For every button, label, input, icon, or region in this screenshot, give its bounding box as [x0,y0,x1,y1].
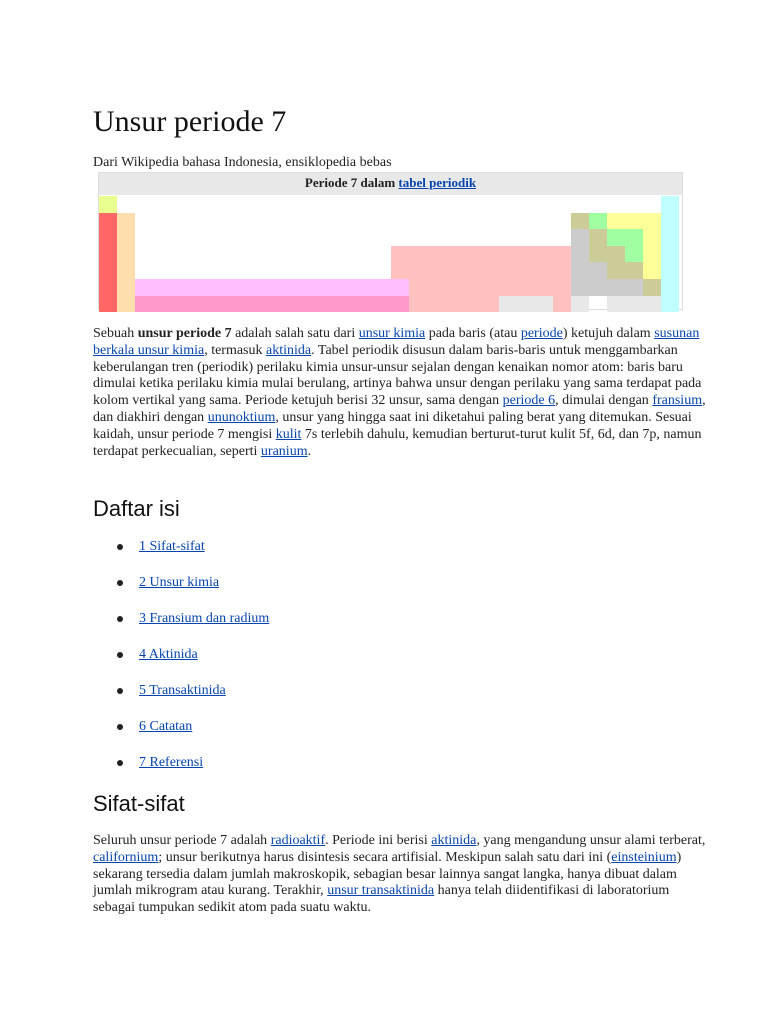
intro-bold-term: unsur periode 7 [137,326,232,341]
toc-item [93,574,269,610]
cell-alkali-metals [99,213,117,313]
link-fransium[interactable]: fransium [652,393,703,409]
bullet-icon [117,580,123,586]
periodic-table-infobox [98,172,683,310]
cell-unknown-b [607,296,661,313]
cell-nonmetal-c [589,213,607,230]
link-periode[interactable]: periode [520,326,563,341]
toc-heading: Daftar isi [93,496,180,521]
table-of-contents [93,538,269,790]
bullet-icon [117,652,123,658]
link-uranium[interactable]: uranium [260,443,308,459]
cell-hydrogen [99,196,117,213]
bullet-icon [117,760,123,766]
link-kulit[interactable]: kulit [275,426,302,442]
cell-actinides [135,296,409,313]
cell-lanthanides [135,279,409,296]
toc-link-4[interactable]: 4 Aktinida [139,647,198,662]
cell-metalloid-si [589,229,607,246]
periodic-table-link[interactable]: tabel periodik [398,175,477,190]
page-subtitle: Dari Wikipedia bahasa Indonesia, ensiklopedia bebas [93,155,392,170]
toc-link-2[interactable]: 2 Unsur kimia [139,575,220,590]
cell-post-row5 [589,262,607,279]
cell-post-row6 [589,279,643,296]
cell-unknown-a [571,296,589,313]
cell-transition-metals [391,246,571,279]
link-aktinida[interactable]: aktinida [266,342,312,358]
cell-metalloids-row5 [607,262,643,279]
link-radioaktif[interactable]: radioaktif [270,833,326,848]
link-unsur-kimia[interactable]: unsur kimia [358,326,426,341]
link-unsur-transaktinida[interactable]: unsur transaktinida [327,883,435,899]
cell-metalloids-row4 [589,246,625,263]
cell-noble-gases [661,196,679,312]
toc-link-6[interactable]: 6 Catatan [139,719,193,734]
link-aktinida-2[interactable]: aktinida [431,833,477,848]
caption-text: Periode 7 dalam [304,175,399,190]
link-ununoktium[interactable]: ununoktium [207,409,276,425]
toc-item [93,718,269,754]
page-title: Unsur periode 7 [93,105,287,138]
toc-link-3[interactable]: 3 Fransium dan radium [139,611,270,626]
toc-item [93,754,269,790]
toc-item [93,610,269,646]
bullet-icon [117,544,123,550]
link-susunan-berkala[interactable]: susunan berkala unsur kimia [93,326,700,358]
toc-item [93,682,269,718]
link-californium[interactable]: californium [93,849,159,865]
intro-paragraph: Sebuah unsur periode 7 adalah salah satu dari unsur kimia pada baris (atau periode) ketujuh dalam susunan berkala unsur kimia, termasuk aktinida. Tabel periodik disusun dalam baris-baris untuk menggambarkan keberulangan tren (periodik) perilaku kimia unsur-unsur sejalan dengan kenaikan nomor atom: baris baru dimulai ketika perilaku kimia mulai berulang, artinya bahwa unsur dengan perilaku yang sama terdapat pada kolom vertikal yang sama. Periode ketujuh berisi 32 unsur, sama dengan periode 6, dimulai dengan fransium, dan diakhiri dengan ununoktium, unsur yang hingga saat ini diketahui paling berat yang ditemukan. Sesuai kaidah, unsur periode 7 mengisi kulit 7s terlebih dahulu, kemudian berturut-turut kulit 5f, 6d, dan 7p, namun terdapat perkecualian, seperti uranium. [93,326,706,459]
toc-link-1[interactable]: 1 Sifat-sifat [139,539,205,554]
section-heading-sifat: Sifat-sifat [93,791,185,816]
bullet-icon [117,688,123,694]
cell-unknown-period7 [499,296,553,313]
toc-link-7[interactable]: 7 Referensi [139,755,204,770]
cell-metalloid-b [571,213,589,230]
toc-item [93,538,269,574]
bullet-icon [117,616,123,622]
bullet-icon [117,724,123,730]
periodic-table-caption [99,173,682,195]
sifat-paragraph: Seluruh unsur periode 7 adalah radioaktif. Periode ini berisi aktinida, yang mengandung unsur alami terberat, californium; unsur berikutnya harus disintesis secara artifisial. Meskipun salah satu dari ini (einsteinium) sekarang tersedia dalam jumlah makroskopik, sebagian besar lainnya sangat langka, hanya dibuat dalam jumlah mikrogram atau kurang. Terakhir, unsur transaktinida hanya telah diidentifikasi di laboratorium sebagai tumpukan sedikit atom pada suatu waktu. [93,833,706,916]
cell-alkaline-earth [117,213,135,313]
toc-link-5[interactable]: 5 Transaktinida [139,683,226,698]
cell-post-transition [571,229,589,295]
link-periode-6[interactable]: periode 6 [502,393,556,409]
link-einsteinium[interactable]: einsteinium [611,849,677,865]
cell-nonmetals-row2 [607,213,661,230]
toc-item [93,646,269,682]
cell-metalloid-at [643,279,661,296]
